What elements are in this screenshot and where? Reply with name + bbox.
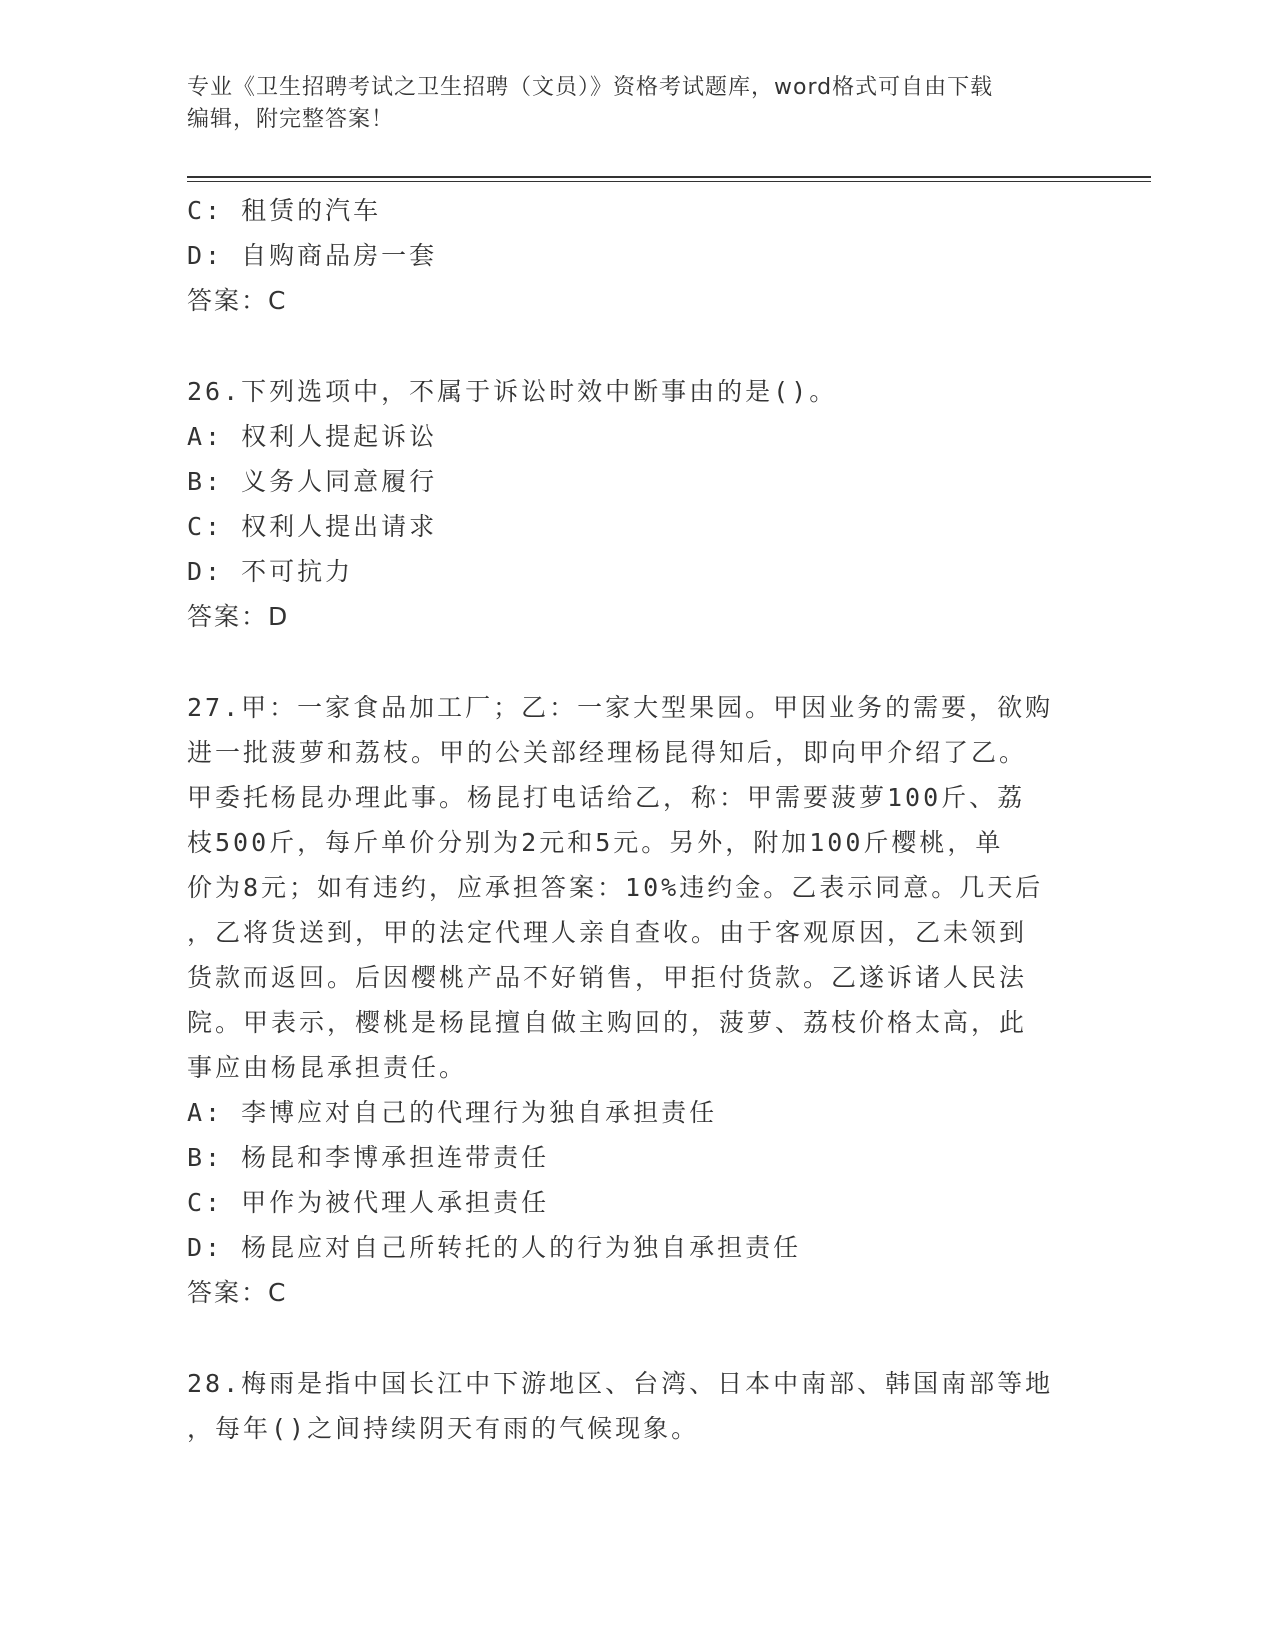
q27-line: 进一批菠萝和荔枝。甲的公关部经理杨昆得知后，即向甲介绍了乙。 (187, 738, 1028, 767)
q26-option-c: C: 权利人提出请求 (187, 512, 438, 541)
q26-option-d: D: 不可抗力 (187, 557, 354, 586)
q25-option-c: C: 租赁的汽车 (187, 196, 382, 225)
q27-line: 院。甲表示，樱桃是杨昆擅自做主购回的，菠萝、荔枝价格太高，此 (187, 1008, 1028, 1037)
header-line-1: 专业《卫生招聘考试之卫生招聘（文员）》资格考试题库，word格式可自由下载 (187, 75, 994, 100)
document-header (187, 72, 1067, 136)
q27-line: 货款而返回。后因樱桃产品不好销售，甲拒付货款。乙遂诉诸人民法 (187, 963, 1028, 992)
q26-option-b: B: 义务人同意履行 (187, 467, 438, 496)
q25-option-d: D: 自购商品房一套 (187, 241, 438, 270)
header-rule-thin (187, 181, 1151, 182)
q27-line: 枝500斤，每斤单价分别为2元和5元。另外，附加100斤樱桃，单 (187, 828, 1004, 857)
q27-line: 事应由杨昆承担责任。 (187, 1053, 468, 1082)
q26-option-a: A: 权利人提起诉讼 (187, 422, 438, 451)
q27-question (187, 685, 1087, 1090)
question-list (187, 188, 1087, 1451)
q27-option-b: B: 杨昆和李博承担连带责任 (187, 1143, 550, 1172)
q28-line: 28.梅雨是指中国长江中下游地区、台湾、日本中南部、韩国南部等地 (187, 1369, 1054, 1398)
q27-line: 甲委托杨昆办理此事。杨昆打电话给乙，称：甲需要菠萝100斤、荔 (187, 783, 1026, 812)
spacer (187, 323, 1087, 369)
q27-answer: 答案：C (187, 1278, 288, 1307)
q25-answer: 答案：C (187, 286, 288, 315)
q27-option-d: D: 杨昆应对自己所转托的人的行为独自承担责任 (187, 1233, 802, 1262)
header-rule-thick (187, 176, 1151, 178)
q27-line: 27.甲：一家食品加工厂；乙：一家大型果园。甲因业务的需要，欲购 (187, 693, 1054, 722)
spacer (187, 1315, 1087, 1361)
q27-option-c: C: 甲作为被代理人承担责任 (187, 1188, 550, 1217)
spacer (187, 639, 1087, 685)
q27-option-a: A: 李博应对自己的代理行为独自承担责任 (187, 1098, 718, 1127)
q28-question (187, 1361, 1087, 1451)
q27-line: ，乙将货送到，甲的法定代理人亲自查收。由于客观原因，乙未领到 (187, 918, 1028, 947)
q26-question: 26.下列选项中，不属于诉讼时效中断事由的是()。 (187, 377, 838, 406)
q27-line: 价为8元；如有违约，应承担答案：10%违约金。乙表示同意。几天后 (187, 873, 1044, 902)
q26-answer: 答案：D (187, 602, 290, 631)
header-line-2: 编辑，附完整答案！ (187, 107, 395, 132)
q28-line: ，每年()之间持续阴天有雨的气候现象。 (187, 1414, 700, 1443)
